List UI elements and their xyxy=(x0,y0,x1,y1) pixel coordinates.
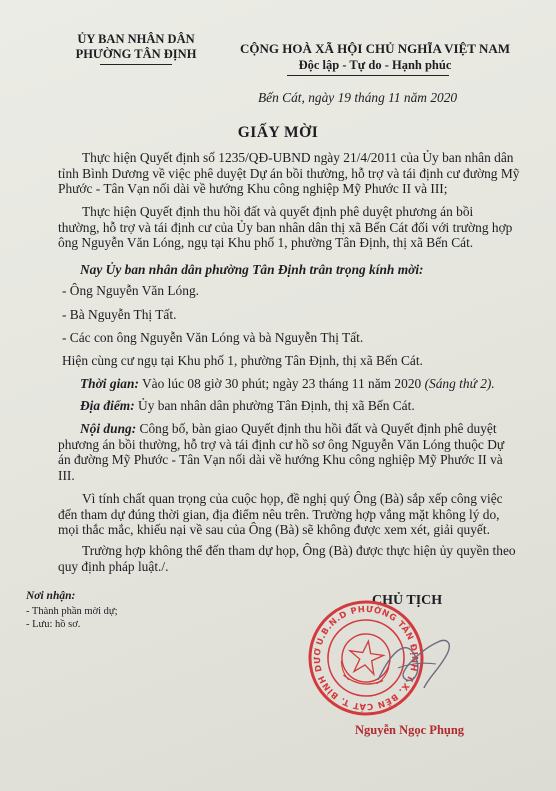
residence-line: Hiện cùng cư ngụ tại Khu phố 1, phường Tân Định, thị xã Bến Cát. xyxy=(62,353,423,368)
signer-title: CHỦ TỊCH xyxy=(372,593,443,608)
issuer-name: PHƯỜNG TÂN ĐỊNH xyxy=(75,47,197,61)
invitee-item: - Bà Nguyễn Thị Tất. xyxy=(62,307,177,322)
invitation-intro: Nay Ủy ban nhân dân phường Tân Định trân trọng kính mời: xyxy=(80,262,424,277)
text-line: tỉnh Bình Dương về việc phê duyệt Dự án bồi thường, hỗ trợ và tái định cư đường Mỹ xyxy=(58,165,520,181)
text-line: thường, hỗ trợ và tái định cư của Ủy ban nhân dân thị xã Bến Cát đối với trường hợp xyxy=(58,219,513,235)
national-title: CỘNG HOÀ XÃ HỘI CHỦ NGHĨA VIỆT NAM xyxy=(239,41,511,56)
svg-text:U.B.N.D PHƯỜNG TÂN ĐỊNH T.X. B: U.B.N.D PHƯỜNG TÂN ĐỊNH T.X. BẾN CÁT T. BÌNH DƯƠNG xyxy=(312,604,420,712)
text-line: Vì tính chất quan trọng của cuộc họp, đề nghị quý Ông (Bà) sắp xếp công việc xyxy=(82,491,503,506)
text-line: phương án bồi thường, hỗ trợ và tái định cư hồ sơ ông Nguyễn Văn Lóng thuộc Dự xyxy=(58,436,505,452)
page-title: GIẤY MỜI xyxy=(237,124,319,141)
motto-underline xyxy=(287,75,449,76)
text-line: III. xyxy=(58,467,75,483)
paragraph-importance xyxy=(58,491,530,538)
recipient-item: - Lưu: hồ sơ. xyxy=(26,619,81,630)
place-label: Địa điểm: xyxy=(80,398,135,413)
paragraph-content xyxy=(58,421,530,483)
handwritten-signature xyxy=(368,628,458,698)
recipient-item: - Thành phần mời dự; xyxy=(26,606,118,617)
signer-name: Nguyễn Ngọc Phụng xyxy=(355,723,465,737)
text-line: quy định pháp luật./. xyxy=(58,558,169,574)
paragraph-legal-basis-2 xyxy=(58,204,530,251)
time-value: Vào lúc 08 giờ 30 phút; ngày 23 tháng 11 năm 2020 xyxy=(142,376,422,391)
paragraph-authorization xyxy=(58,543,530,574)
issuer-block xyxy=(56,32,216,62)
text-line: Thực hiện Quyết định thu hồi đất và quyết định phê duyệt phương án bồi xyxy=(82,204,474,219)
recipients-heading: Nơi nhận: xyxy=(26,590,76,602)
issuer-underline xyxy=(100,64,172,65)
text-line: Phước - Tân Vạn nối dài về hướng Khu công nghiệp Mỹ Phước II và III; xyxy=(58,181,448,196)
text-line: Trường hợp không thể đến tham dự họp, Ông (Bà) được thực hiện ủy quyền theo xyxy=(82,543,516,558)
text-line: mọi thắc mắc, khiếu nại về sau của Ông (Bà) sẽ không được xem xét, giải quyết. xyxy=(58,522,490,537)
national-motto: Độc lập - Tự do - Hạnh phúc xyxy=(298,58,452,72)
place-value: Ủy ban nhân dân phường Tân Định, thị xã Bến Cát. xyxy=(138,398,415,413)
text-line: Nội dung: Công bố, bàn giao Quyết định thu hồi đất và Quyết định phê duyệt xyxy=(80,421,497,436)
invitee-item: - Các con ông Nguyễn Văn Lóng và bà Nguyễn Thị Tất. xyxy=(62,330,364,345)
content-label: Nội dung: xyxy=(80,421,137,436)
invitee-item: - Ông Nguyễn Văn Lóng. xyxy=(62,283,199,298)
text-line: Thực hiện Quyết định số 1235/QĐ-UBND ngày 21/4/2011 của Ủy ban nhân dân xyxy=(82,150,514,165)
meeting-time xyxy=(80,376,495,392)
issuer-parent: ỦY BAN NHÂN DÂN xyxy=(77,32,195,46)
time-note: (Sáng thứ 2). xyxy=(424,376,495,391)
text-line: án đường Mỹ Phước - Tân Vạn nối dài về hướng Khu công nghiệp Mỹ Phước II và xyxy=(58,452,503,467)
time-label: Thời gian: xyxy=(80,376,139,391)
place-date: Bến Cát, ngày 19 tháng 11 năm 2020 xyxy=(258,90,458,105)
text-line: ông Nguyễn Văn Lóng, ngụ tại Khu phố 1, phường Tân Định, thị xã Bến Cát. xyxy=(58,235,474,250)
paragraph-legal-basis-1 xyxy=(58,150,530,197)
meeting-place xyxy=(80,398,415,414)
text-line: đến tham dự đúng thời gian, địa điểm nêu trên. Trường hợp vắng mặt không lý do, xyxy=(58,506,500,522)
